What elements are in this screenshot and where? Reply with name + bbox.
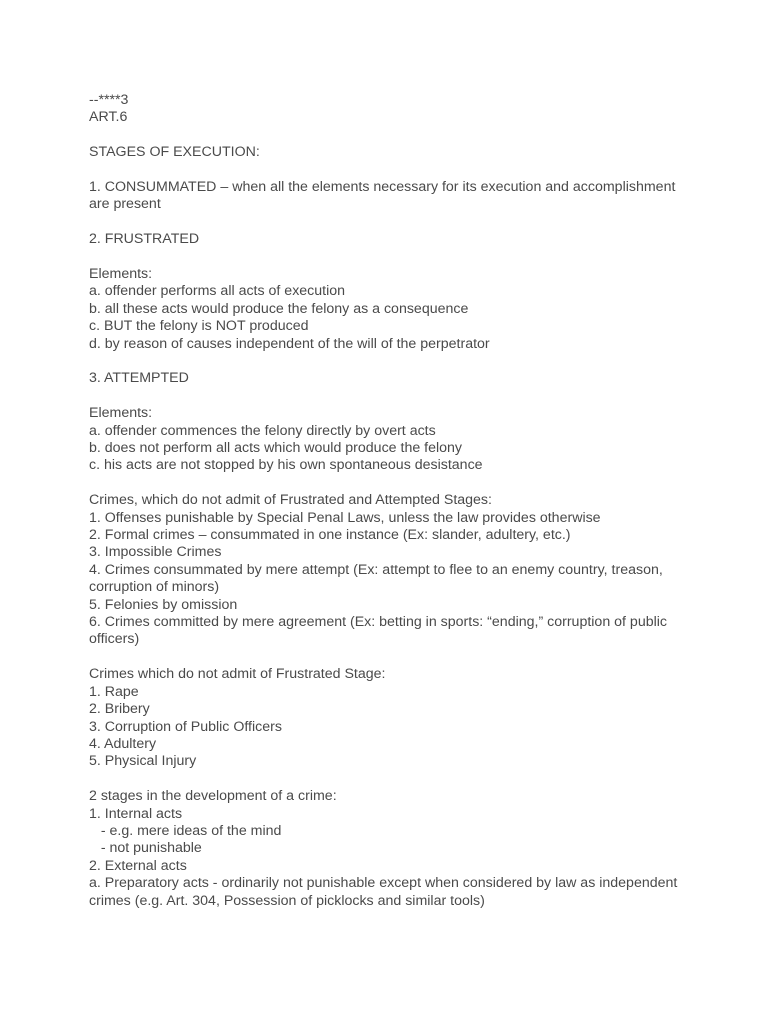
frustrated-title: 2. FRUSTRATED [89, 231, 200, 248]
list-item: b. does not perform all acts which would produce the felony [89, 440, 463, 457]
header-marker: --****3 [89, 92, 129, 108]
list-item: c. BUT the felony is NOT produced [89, 318, 309, 335]
list-item: 1. Rape [89, 683, 139, 700]
list-item: a. offender commences the felony directly by overt acts [89, 422, 436, 439]
list-item: c. his acts are not stopped by his own spontaneous desistance [89, 457, 483, 474]
spacer [89, 475, 689, 492]
frustrated-elements-label: Elements: [89, 266, 153, 282]
stages-heading: STAGES OF EXECUTION: [89, 144, 260, 161]
list-item: 4. Crimes consummated by mere attempt (Ex: attempt to flee to an enemy country, treason, corruption of minors) [89, 561, 667, 596]
list-item: - not punishable [89, 840, 202, 857]
list-item: 3. Impossible Crimes [89, 544, 222, 561]
list-item: 2. Formal crimes – consummated in one instance (Ex: slander, adultery, etc.) [89, 527, 571, 544]
spacer [89, 127, 689, 144]
list-item: 6. Crimes committed by mere agreement (Ex: betting in sports: “ending,” corruption of public officers) [89, 614, 671, 648]
consummated-definition: 1. CONSUMMATED – when all the elements necessary for its execution and accomplishment are present [89, 179, 680, 213]
list-item: d. by reason of causes independent of the will of the perpetrator [89, 335, 490, 352]
spacer [89, 214, 689, 231]
spacer [89, 649, 689, 666]
list-item: 3. Corruption of Public Officers [89, 718, 282, 735]
list-item: 2. Bribery [89, 701, 150, 718]
list-item: - e.g. mere ideas of the mind [89, 822, 282, 839]
spacer [89, 771, 689, 788]
attempted-title: 3. ATTEMPTED [89, 370, 189, 387]
spacer [89, 249, 689, 266]
preparatory-acts: a. Preparatory acts - ordinarily not punishable except when considered by law as independent crimes (e.g. Art. 304, Possession of picklocks and similar tools) [89, 875, 682, 909]
article-label: ART.6 [89, 109, 128, 126]
internal-acts-title: 1. Internal acts [89, 805, 183, 822]
list-item: a. offender performs all acts of execution [89, 283, 346, 300]
no-frustrated-heading: Crimes which do not admit of Frustrated Stage: [89, 666, 386, 683]
attempted-elements-label: Elements: [89, 405, 153, 422]
list-item: 5. Felonies by omission [89, 596, 238, 613]
spacer [89, 162, 689, 179]
list-item: b. all these acts would produce the felony as a consequence [89, 300, 469, 317]
document-page [89, 92, 689, 910]
list-item: 5. Physical Injury [89, 753, 197, 770]
spacer [89, 353, 689, 370]
list-item: 4. Adultery [89, 735, 157, 752]
no-frustrated-attempted-heading: Crimes, which do not admit of Frustrated and Attempted Stages: [89, 492, 492, 509]
external-acts-title: 2. External acts [89, 857, 187, 874]
spacer [89, 388, 689, 405]
list-item: 1. Offenses punishable by Special Penal Laws, unless the law provides otherwise [89, 509, 601, 526]
development-heading: 2 stages in the development of a crime: [89, 788, 337, 805]
